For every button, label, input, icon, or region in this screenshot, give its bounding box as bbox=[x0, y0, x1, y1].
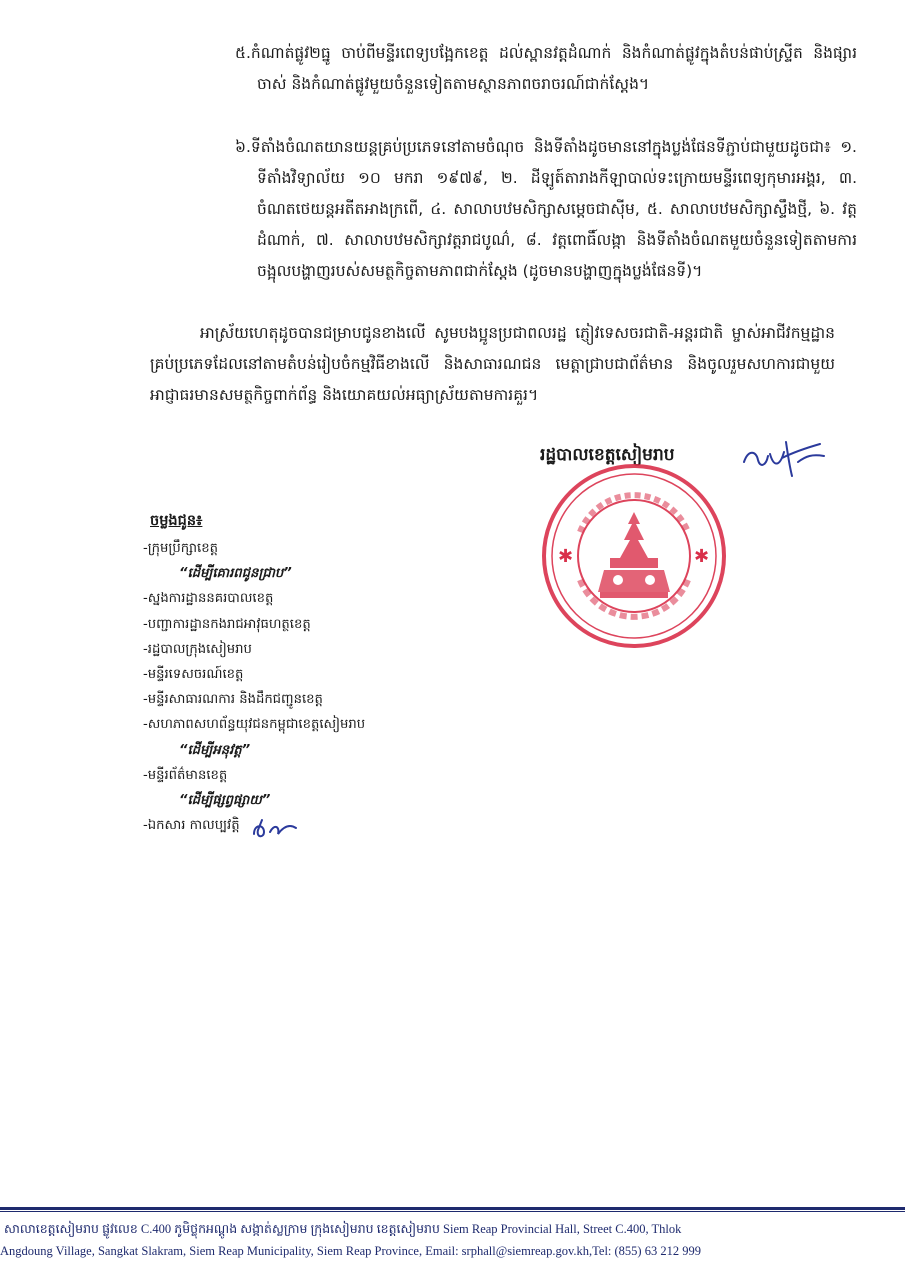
svg-text:✱: ✱ bbox=[558, 546, 574, 567]
cc-item: -មន្ទីរព័ត៌មានខេត្ត bbox=[143, 767, 228, 783]
item-text: ទីតាំងចំណតយានយន្តគ្រប់ប្រភេទនៅតាមចំណុច និងទីតាំងដូចមាននៅក្នុងប្លង់ផែនទីភ្ជាប់ជាមួយដូចជា៖ ១. ទីតាំងវិទ្យាល័យ ១០ មករា ១៩៧៩, ២. ដីឡូត៍តារាងកីឡាបាល់ទះក្រោយមន្ទីរពេទ្យកុមារអង្គរ, ៣. ចំណតថេយន្តអតីតអាងក្រពើ, ៤. សាលាបឋមសិក្សាសម្តេចជាស៊ីម, ៥. សាលាបឋមសិក្សាស្ទឹងថ្មី, ៦. វត្តដំណាក់, ៧. សាលាបឋមសិក្សាវត្តរាជបូណ៌, ៨. វត្តពោធិ៍លង្កា និងទីតាំងចំណតមួយចំនួនទៀតតាមការចង្អុលបង្ហាញរបស់សមត្ថកិច្ចតាមភាពជាក់ស្តែង (ដូចមានបង្ហាញក្នុងប្លង់ផែនទី)។ bbox=[250, 138, 857, 280]
cc-item: -ក្រុមប្រឹក្សាខេត្ត bbox=[143, 541, 218, 556]
cc-item: -មន្ទីរទេសចរណ៍ខេត្ត bbox=[143, 666, 244, 682]
cc-item: -បញ្ជាការដ្ឋានកងរាជអាវុធហត្ថខេត្ត bbox=[143, 616, 311, 632]
svg-text:✱: ✱ bbox=[694, 546, 710, 567]
cc-item: -សហភាពសហព័ន្ធយុវជនកម្ពុជាខេត្តសៀមរាប bbox=[143, 717, 366, 733]
official-seal bbox=[540, 462, 728, 650]
item-number: ៦. bbox=[235, 138, 251, 156]
cc-item: -មន្ទីរសាធារណការ និងដឹកជញ្ជូនខេត្ត bbox=[143, 692, 323, 708]
signatory-title: រដ្ឋបាលខេត្តសៀមរាប bbox=[540, 445, 675, 465]
item-text: កំណាត់ផ្លូវ២ធ្នូ ចាប់ពីមន្ទីរពេទ្យបង្អែកខេត្ត ដល់ស្ពានវត្តដំណាក់ និងកំណាត់ផ្លូវក្នុងតំបន់ផាប់ស្ទ្រីត និងផ្សារចាស់ និងកំណាត់ផ្លូវមួយចំនួនទៀតតាមស្ថានភាពចរាចរណ៍ជាក់ស្តែង។ bbox=[250, 44, 857, 93]
cc-item: -រដ្ឋបាលក្រុងសៀមរាប bbox=[143, 641, 252, 657]
handwritten-note-mark bbox=[250, 816, 302, 842]
handwritten-signature bbox=[740, 432, 835, 482]
list-item-6 bbox=[235, 132, 857, 287]
footer-line-2: Angdoung Village, Sangkat Slakram, Siem Reap Municipality, Siem Reap Province, Email: srphall@siemreap.gov.kh,Tel: (855) 63 212 999 bbox=[0, 1244, 701, 1258]
cc-item: -ស្នងការដ្ឋាននគរបាលខេត្ត bbox=[143, 591, 274, 607]
footer-address bbox=[0, 1218, 905, 1262]
cc-heading: ចម្លងជូន៖ bbox=[150, 513, 203, 529]
closing-paragraph: អាស្រ័យហេតុដូចបានជម្រាបជូនខាងលើ សូមបងប្អូនប្រជាពលរដ្ឋ ភ្ញៀវទេសចរជាតិ-អន្តរជាតិ ម្ចាស់អាជីវកម្មដ្ឋានគ្រប់ប្រភេទដែលនៅតាមតំបន់រៀបចំកម្មវិធីខាងលើ និងសាធារណជន មេត្តាជ្រាបជាព័ត៌មាន និងចូលរួមសហការជាមួយអាជ្ញាធរមានសមត្ថកិច្ចពាក់ព័ន្ធ និងយោគយល់អធ្យាស្រ័យតាមការគួរ។ bbox=[150, 324, 835, 404]
cc-purpose-heading: “ដើម្បីអនុវត្ត” bbox=[179, 742, 251, 758]
cc-purpose-heading: “ដើម្បីផ្សព្វផ្សាយ” bbox=[179, 792, 271, 808]
footer-divider bbox=[0, 1207, 905, 1210]
list-item-5 bbox=[235, 38, 857, 100]
cc-list bbox=[143, 536, 503, 838]
footer-divider-thin bbox=[0, 1211, 905, 1212]
footer-line-1: សាលាខេត្តសៀមរាប ផ្លូវលេខ C.400 ភូមិថ្លុកអណ្តូង សង្កាត់ស្លក្រាម ក្រុងសៀមរាប ខេត្តសៀមរាប Siem Reap Provincial Hall, Street C.400, Thlok bbox=[4, 1222, 682, 1236]
cc-item: -ឯកសារ កាលប្បវត្តិ bbox=[143, 818, 240, 834]
item-number: ៥. bbox=[235, 44, 251, 62]
cc-purpose-heading: “ដើម្បីគោរពជូនជ្រាប” bbox=[179, 566, 292, 582]
